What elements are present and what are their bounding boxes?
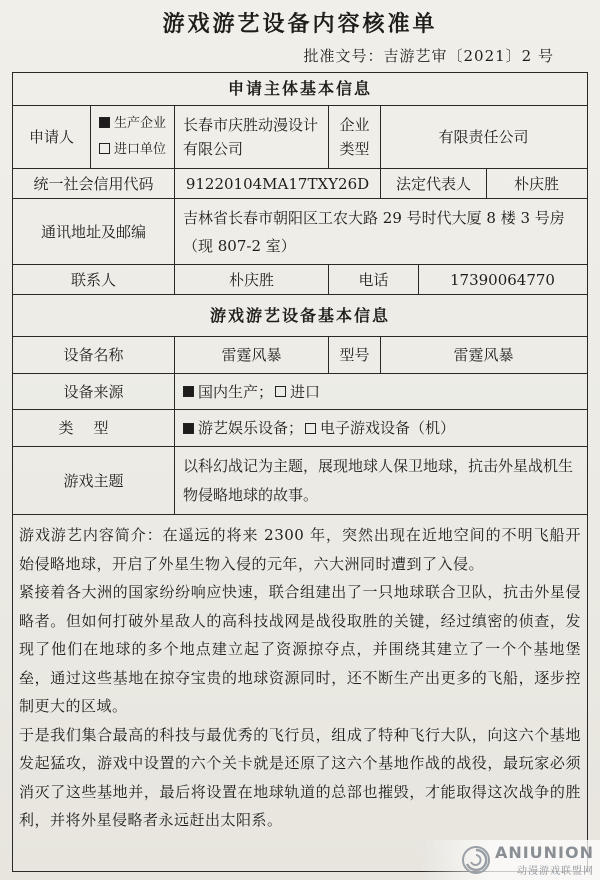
source-domestic: 国内生产； <box>198 382 274 401</box>
legal-rep: 朴庆胜 <box>513 174 559 193</box>
checked-box-icon <box>183 386 194 397</box>
type-options <box>175 410 586 446</box>
type-amusement: 游艺娱乐设备； <box>198 419 304 437</box>
model-label: 型号 <box>329 337 381 373</box>
credit-code-row <box>13 169 587 199</box>
credit-code-label: 统一社会信用代码 <box>13 169 175 198</box>
device-name-row <box>13 337 587 374</box>
company-type-label: 企业类型 <box>329 106 381 168</box>
checked-box-icon <box>99 117 110 128</box>
contact-name: 朴庆胜 <box>175 265 329 294</box>
company-name: 长春市庆胜动漫设计有限公司 <box>175 106 329 168</box>
theme: 以科幻战记为主题，展现地球人保卫地球，抗击外星战机生物侵略地球的故事。 <box>183 456 574 504</box>
type-label: 类型 <box>13 410 175 446</box>
type-row <box>13 410 587 447</box>
content-intro <box>13 515 587 835</box>
importer-option: 进口单位 <box>99 137 166 163</box>
contact-label: 联系人 <box>13 265 175 294</box>
credit-code: 91220104MA17TXY26D <box>175 169 381 198</box>
phone-label: 电话 <box>329 265 419 294</box>
applicant-row <box>13 106 587 169</box>
producer-option: 生产企业 <box>99 111 166 137</box>
document-title: 游戏游艺设备内容核准单 <box>162 11 438 37</box>
checked-box-icon <box>183 423 194 434</box>
applicant-type-options <box>91 106 175 168</box>
section-heading-applicant <box>13 73 587 106</box>
approval-number: 批准文号：吉游艺审〔2021〕2 号 <box>303 47 554 65</box>
address-label: 通讯地址及邮编 <box>13 199 175 264</box>
theme-row <box>13 447 587 515</box>
intro-paragraph: 于是我们集合最高的科技与最优秀的飞行员，组成了特种飞行大队，向这六个基地发起猛攻，游戏中设置的六个关卡就是还原了这六个基地作战的战役，最玩家必须消灭了这些基地并，最后将设置在地球轨道的总部也摧毁，才能取得这次战争的胜利，并将外星侵略者永远赶出太阳系。 <box>19 725 581 829</box>
source-label: 设备来源 <box>13 374 175 409</box>
site-watermark <box>420 840 600 880</box>
source-options <box>175 374 586 409</box>
company-type: 有限责任公司 <box>438 128 529 146</box>
type-electronic: 电子游戏设备（机） <box>320 419 456 437</box>
watermark-subtitle: 动漫游戏联盟网 <box>517 866 594 877</box>
legal-rep-label: 法定代表人 <box>381 169 487 198</box>
intro-paragraph: 紧接着各大洲的国家纷纷响应快速，联合组建出了一只地球联合卫队，抗击外星侵略者。但如何打破外星敌人的高科技战网是战役取胜的关键，经过缜密的侦查，发现了他们在地球的多个地点建立起了资源掠夺点，并围绕其建立了一个个基地堡垒，通过这些基地在掠夺宝贵的地球资源同时，还不断生产出更多的飞船，逐步控制更大的区域。 <box>19 583 581 715</box>
section-heading-device <box>13 295 587 337</box>
spiral-logo-icon <box>461 845 491 875</box>
phone-number: 17390064770 <box>450 270 555 289</box>
applicant-label: 申请人 <box>13 106 91 168</box>
device-name: 雷霆风暴 <box>175 337 329 373</box>
source-row <box>13 374 587 410</box>
address: 吉林省长春市朝阳区工农大路 29 号时代大厦 8 楼 3 号房（现 807-2 室） <box>183 208 565 255</box>
watermark-brand: ANIUNION <box>494 843 594 862</box>
address-row <box>13 199 587 265</box>
unchecked-box-icon <box>305 423 316 434</box>
theme-label: 游戏主题 <box>13 447 175 514</box>
unchecked-box-icon <box>99 143 110 154</box>
intro-paragraph: 游戏游艺内容简介：在遥远的将来 2300 年，突然出现在近地空间的不明飞船开始侵略地球，开启了外星生物入侵的元年，六大洲同时遭到了入侵。 <box>19 526 581 573</box>
unchecked-box-icon <box>275 386 286 397</box>
source-import: 进口 <box>290 382 321 401</box>
approval-form <box>12 72 588 872</box>
model: 雷霆风暴 <box>453 346 514 364</box>
section-title: 游戏游艺设备基本信息 <box>209 305 390 325</box>
section-title: 申请主体基本信息 <box>227 79 372 98</box>
device-name-label: 设备名称 <box>13 337 175 373</box>
contact-row <box>13 265 587 295</box>
